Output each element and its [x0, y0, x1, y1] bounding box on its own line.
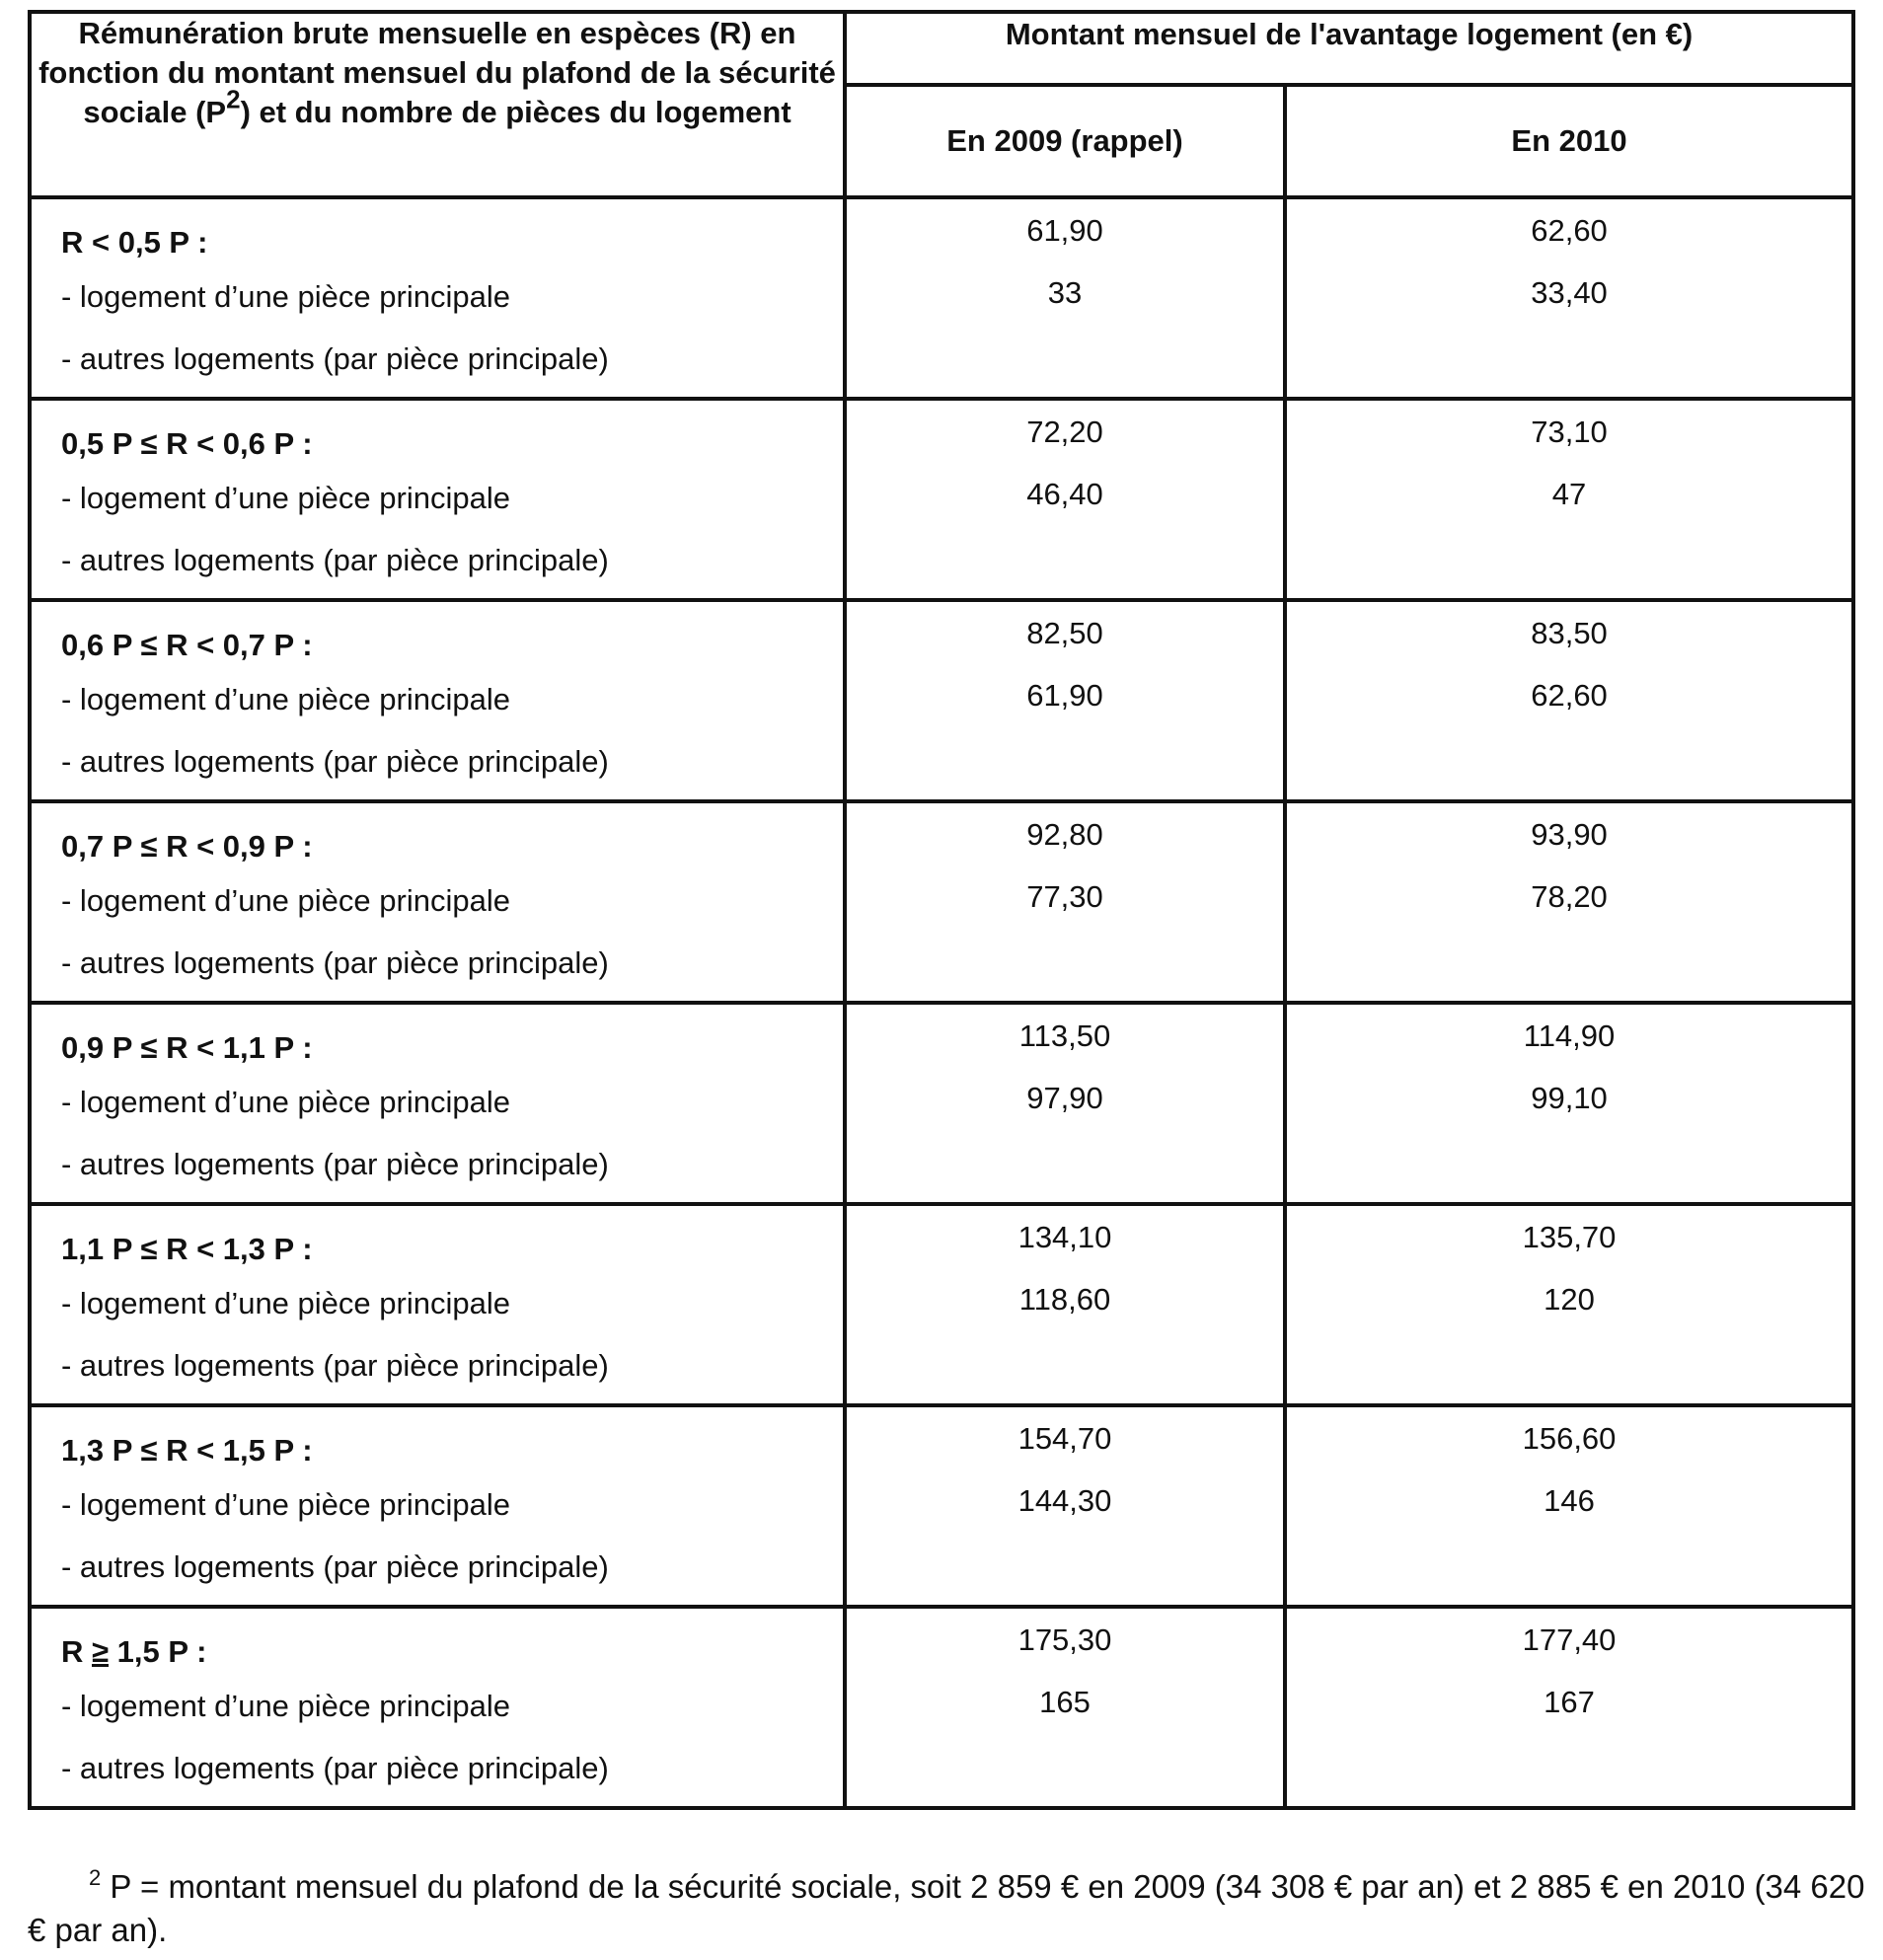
value-other-housing-2010: 78,20: [1531, 879, 1608, 914]
values-2009-cell: [845, 197, 1285, 399]
table-row: [30, 1607, 1853, 1808]
values-2010-cell: [1285, 399, 1853, 600]
values-2010-cell: [1285, 801, 1853, 1003]
band-label-cell: [30, 1607, 845, 1808]
band-line-other-housing: - autres logements (par pièce principale): [61, 1147, 609, 1181]
value-single-room-2009: 82,50: [1026, 616, 1103, 650]
value-single-room-2010: 73,10: [1531, 415, 1608, 449]
band-line-other-housing: - autres logements (par pièce principale): [61, 1549, 609, 1584]
table-row: [30, 1405, 1853, 1607]
band-rows: [30, 197, 1853, 1808]
value-other-housing-2009: 33: [1047, 275, 1083, 310]
band-title-pre: R: [61, 1634, 92, 1669]
header-year-2009: En 2009 (rappel): [845, 85, 1285, 197]
band-title: R < 0,5 P :: [61, 225, 208, 260]
values-2009-cell: [845, 1607, 1285, 1808]
band-title: 0,5 P ≤ R < 0,6 P :: [61, 426, 313, 461]
band-title: 0,9 P ≤ R < 1,1 P :: [61, 1030, 313, 1065]
table-row: [30, 1003, 1853, 1204]
band-title: 0,7 P ≤ R < 0,9 P :: [61, 829, 313, 864]
value-other-housing-2010: 62,60: [1531, 678, 1608, 713]
values-2009-cell: [845, 600, 1285, 801]
housing-benefit-table: [28, 10, 1855, 1810]
band-label-cell: [30, 197, 845, 399]
housing-benefit-table-sheet: [28, 10, 1865, 1948]
footnote-text: P = montant mensuel du plafond de la sécurité sociale, soit 2 859 € en 2009 (34 308 € par an) et 2 885 € en 2010 (34 620 € par an).: [28, 1868, 1865, 1948]
values-2009-cell: [845, 1405, 1285, 1607]
band-line-single-room: - logement d’une pièce principale: [61, 279, 510, 314]
table-row: [30, 399, 1853, 600]
value-other-housing-2009: 77,30: [1026, 879, 1103, 914]
band-label-cell: [30, 1003, 845, 1204]
band-label-cell: [30, 1204, 845, 1405]
header-group-title: Montant mensuel de l'avantage logement (en €): [845, 12, 1853, 85]
values-2010-cell: [1285, 197, 1853, 399]
band-line-single-room: - logement d’une pièce principale: [61, 883, 510, 918]
band-title-symbol: ≥: [92, 1634, 110, 1669]
band-title: 0,6 P ≤ R < 0,7 P :: [61, 628, 313, 662]
value-other-housing-2010: 99,10: [1531, 1081, 1608, 1115]
footnote-ref: 2: [226, 84, 241, 114]
value-other-housing-2009: 46,40: [1026, 477, 1103, 511]
value-other-housing-2009: 97,90: [1026, 1081, 1103, 1115]
table-row: [30, 600, 1853, 801]
table-row: [30, 1204, 1853, 1405]
value-other-housing-2010: 47: [1551, 477, 1587, 511]
value-single-room-2010: 62,60: [1531, 213, 1608, 248]
footnote-marker: 2: [89, 1864, 102, 1890]
values-2010-cell: [1285, 1204, 1853, 1405]
band-line-other-housing: - autres logements (par pièce principale): [61, 744, 609, 779]
value-single-room-2010: 135,70: [1522, 1220, 1617, 1254]
value-single-room-2010: 93,90: [1531, 817, 1608, 852]
value-other-housing-2009: 118,60: [1018, 1282, 1111, 1317]
band-line-other-housing: - autres logements (par pièce principale): [61, 945, 609, 980]
value-single-room-2010: 114,90: [1523, 1018, 1616, 1053]
values-2010-cell: [1285, 1405, 1853, 1607]
value-single-room-2010: 156,60: [1522, 1421, 1617, 1456]
band-line-other-housing: - autres logements (par pièce principale): [61, 341, 609, 376]
value-single-room-2010: 177,40: [1522, 1622, 1617, 1657]
value-other-housing-2009: 144,30: [1017, 1483, 1112, 1518]
band-line-single-room: - logement d’une pièce principale: [61, 1487, 510, 1522]
value-single-room-2010: 83,50: [1531, 616, 1608, 650]
table-row: [30, 801, 1853, 1003]
band-line-single-room: - logement d’une pièce principale: [61, 481, 510, 515]
band-label-cell: [30, 801, 845, 1003]
header-row: [30, 12, 1853, 85]
value-other-housing-2010: 167: [1544, 1685, 1595, 1719]
values-2009-cell: [845, 1204, 1285, 1405]
band-title-post: 1,5 P :: [109, 1634, 207, 1669]
values-2010-cell: [1285, 1003, 1853, 1204]
values-2009-cell: [845, 1003, 1285, 1204]
header-year-2010: En 2010: [1285, 85, 1853, 197]
band-line-single-room: - logement d’une pièce principale: [61, 682, 510, 716]
value-single-room-2009: 154,70: [1017, 1421, 1112, 1456]
values-2009-cell: [845, 399, 1285, 600]
value-single-room-2009: 61,90: [1026, 213, 1103, 248]
band-line-other-housing: - autres logements (par pièce principale): [61, 543, 609, 577]
band-label-cell: [30, 399, 845, 600]
values-2010-cell: [1285, 600, 1853, 801]
band-line-single-room: - logement d’une pièce principale: [61, 1286, 510, 1320]
footnote: [28, 1865, 1883, 1952]
value-other-housing-2010: 33,40: [1531, 275, 1608, 310]
header-remuneration: [30, 12, 845, 197]
band-label-cell: [30, 600, 845, 801]
band-title: [61, 1632, 843, 1672]
band-title: 1,1 P ≤ R < 1,3 P :: [61, 1232, 313, 1266]
value-single-room-2009: 92,80: [1026, 817, 1103, 852]
table-row: [30, 197, 1853, 399]
value-other-housing-2009: 165: [1039, 1685, 1091, 1719]
value-single-room-2009: 113,50: [1018, 1018, 1111, 1053]
band-line-single-room: - logement d’une pièce principale: [61, 1085, 510, 1119]
value-other-housing-2010: 146: [1544, 1483, 1595, 1518]
band-label-cell: [30, 1405, 845, 1607]
value-single-room-2009: 134,10: [1017, 1220, 1112, 1254]
header-remuneration-after: ) et du nombre de pièces du logement: [240, 95, 791, 129]
value-single-room-2009: 175,30: [1017, 1622, 1112, 1657]
band-title: 1,3 P ≤ R < 1,5 P :: [61, 1433, 313, 1468]
values-2009-cell: [845, 801, 1285, 1003]
value-other-housing-2009: 61,90: [1026, 678, 1103, 713]
band-line-other-housing: - autres logements (par pièce principale): [61, 1751, 609, 1785]
band-line-single-room: - logement d’une pièce principale: [61, 1689, 510, 1723]
band-line-other-housing: - autres logements (par pièce principale): [61, 1348, 609, 1383]
values-2010-cell: [1285, 1607, 1853, 1808]
value-single-room-2009: 72,20: [1026, 415, 1103, 449]
header-remuneration-text: Rémunération brute mensuelle en espèces (R) en fonction du montant mensuel du plafond de la sécurité sociale (P: [38, 16, 836, 129]
value-other-housing-2010: 120: [1544, 1282, 1595, 1317]
